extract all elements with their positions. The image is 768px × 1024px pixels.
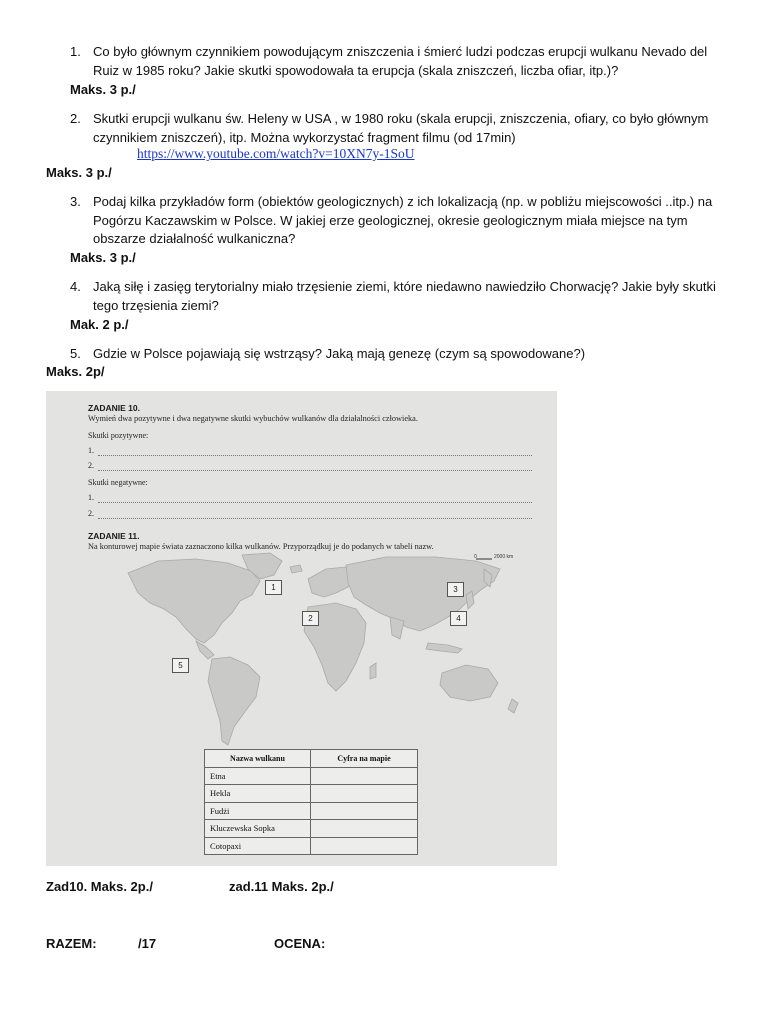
question-5	[70, 345, 720, 364]
column-header: Nazwa wulkanu	[205, 750, 311, 768]
table-row	[205, 802, 418, 820]
map-number-cell[interactable]	[311, 802, 418, 820]
question-number: 4.	[70, 279, 81, 294]
question-text: Co było głównym czynnikiem powodującym zniszczenia i śmierć ludzi podczas erupcji wulkanu Nevado del Ruiz w 1985 roku? Jakie skutki spowodowała ta erupcja (skala zniszczeń, liczba ofiar, itp.)?	[93, 44, 708, 78]
question-3	[70, 193, 720, 249]
question-number: 1.	[70, 44, 81, 59]
question-text: Gdzie w Polsce pojawiają się wstrząsy? Jaką mają genezę (czym są spowodowane?)	[93, 346, 586, 361]
task-10-instruction: Wymień dwa pozytywne i dwa negatywne skutki wybuchów wulkanów dla działalności człowieka.	[88, 414, 418, 423]
answer-line	[98, 455, 532, 456]
line-number: 1.	[88, 493, 94, 502]
table-header-row	[205, 750, 418, 768]
volcano-marker-2: 2	[302, 611, 319, 626]
volcano-marker-1: 1	[265, 580, 282, 595]
max-points-3: Maks. 3 p./	[70, 250, 136, 265]
task-11-title: ZADANIE 11.	[88, 531, 140, 541]
volcano-name: Kluczewska Sopka	[205, 820, 311, 838]
table-row	[205, 785, 418, 803]
answer-line	[98, 470, 532, 471]
question-2	[70, 110, 720, 147]
volcano-table	[204, 749, 418, 855]
line-number: 1.	[88, 446, 94, 455]
question-text: Podaj kilka przykładów form (obiektów geologicznych) z ich lokalizacją (np. w pobliżu miejscowości ..itp.) na Pogórzu Kaczawskim w Polsce. W jakiej erze geologicznej, okresie geologicznym miała miejsce na tym obszarze działalność wulkaniczna?	[93, 194, 713, 246]
table-row	[205, 820, 418, 838]
answer-line	[98, 502, 532, 503]
max-points-1: Maks. 3 p./	[70, 82, 136, 97]
max-points-4: Mak. 2 p./	[70, 317, 129, 332]
max-points-5: Maks. 2p/	[46, 364, 105, 379]
question-4	[70, 278, 720, 315]
question-number: 3.	[70, 194, 81, 209]
world-map-shapes	[46, 551, 557, 751]
volcano-name: Cotopaxi	[205, 837, 311, 855]
answer-line	[98, 518, 532, 519]
max-points-2: Maks. 3 p./	[46, 165, 112, 180]
grade-label: OCENA:	[274, 936, 326, 951]
question-1	[70, 43, 720, 80]
volcano-marker-4: 4	[450, 611, 467, 626]
worksheet-scan	[46, 391, 557, 866]
total-label: RAZEM:	[46, 936, 97, 951]
line-number: 2.	[88, 509, 94, 518]
map-number-cell[interactable]	[311, 820, 418, 838]
task-10-title: ZADANIE 10.	[88, 403, 140, 413]
task-11-instruction: Na konturowej mapie świata zaznaczono kilka wulkanów. Przyporządkuj je do podanych w tabeli nazw.	[88, 542, 434, 551]
table-row	[205, 837, 418, 855]
column-header: Cyfra na mapie	[311, 750, 418, 768]
volcano-marker-5: 5	[172, 658, 189, 673]
volcano-name: Fudżi	[205, 802, 311, 820]
zad11-points: zad.11 Maks. 2p./	[229, 879, 334, 894]
question-number: 5.	[70, 346, 81, 361]
total-value: /17	[138, 936, 157, 951]
volcano-name: Hekla	[205, 785, 311, 803]
map-number-cell[interactable]	[311, 767, 418, 785]
map-number-cell[interactable]	[311, 837, 418, 855]
question-text: Skutki erupcji wulkanu św. Heleny w USA , w 1980 roku (skala erupcji, zniszczenia, ofiary, co było głównym czynnikiem zniszczeń), itp. Można wykorzystać fragment filmu (od 17min)	[93, 111, 709, 145]
volcano-marker-3: 3	[447, 582, 464, 597]
table-row	[205, 767, 418, 785]
question-text: Jaką siłę i zasięg terytorialny miało trzęsienie ziemi, które niedawno nawiedziło Chorwację? Jakie były skutki tego trzęsienia ziemi?	[93, 279, 716, 313]
map-number-cell[interactable]	[311, 785, 418, 803]
positive-effects-label: Skutki pozytywne:	[88, 431, 149, 440]
youtube-link[interactable]: https://www.youtube.com/watch?v=10XN7y-1SoU	[137, 146, 415, 161]
scale-zero: 0	[474, 554, 477, 560]
world-outline-map	[46, 551, 557, 751]
question-number: 2.	[70, 111, 81, 126]
scale-label: 2000 km	[494, 554, 514, 560]
zad10-points: Zad10. Maks. 2p./	[46, 879, 153, 894]
video-link-row	[137, 146, 414, 162]
negative-effects-label: Skutki negatywne:	[88, 478, 148, 487]
line-number: 2.	[88, 461, 94, 470]
volcano-name: Etna	[205, 767, 311, 785]
